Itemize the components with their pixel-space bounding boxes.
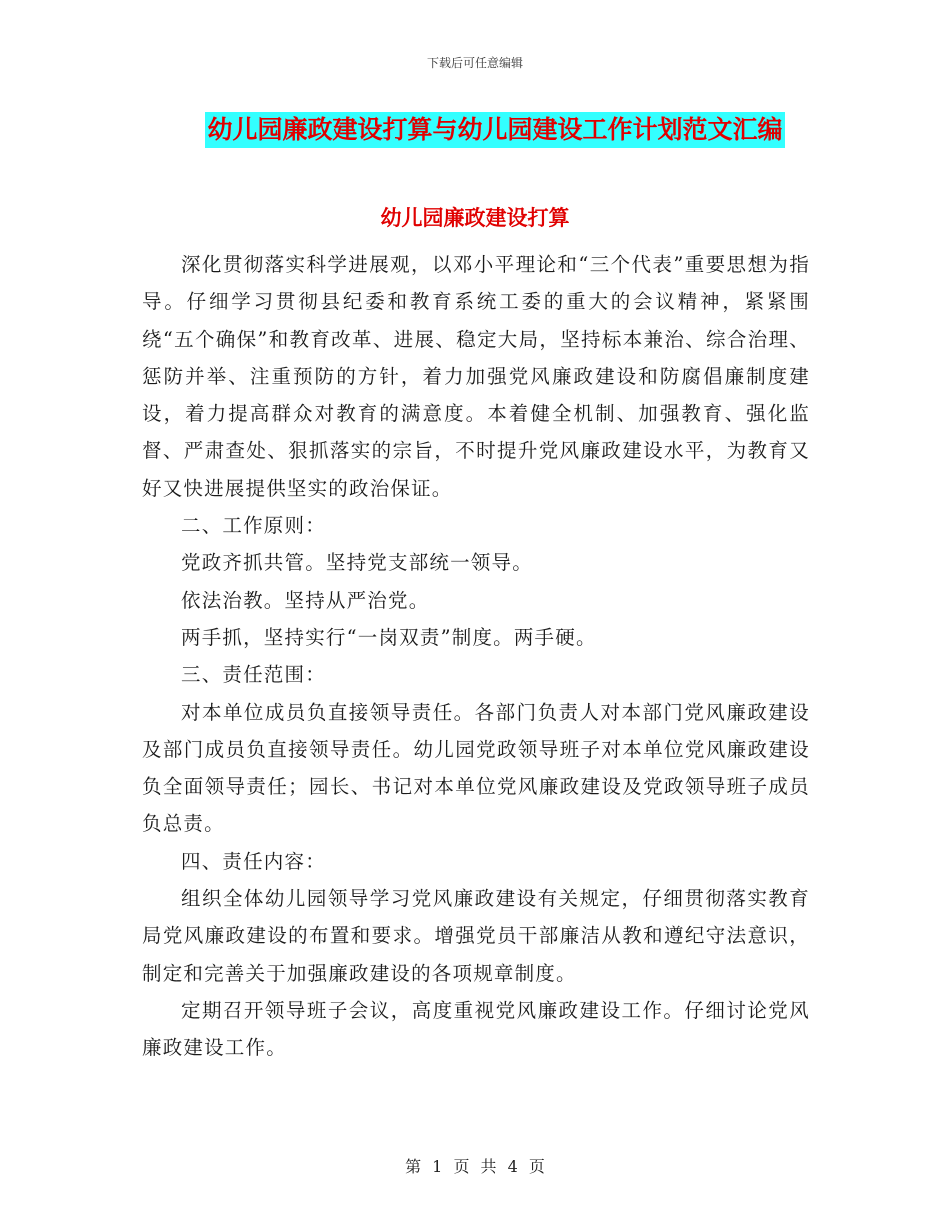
- heading-responsibility-content: 四、责任内容：: [181, 849, 326, 873]
- paragraph-responsibility-content-2: 定期召开领导班子会议，高度重视党风廉政建设工作。仔细讨论党风廉政建设工作。: [142, 998, 810, 1060]
- main-title-container: [0, 112, 950, 148]
- heading-responsibility-scope: 三、责任范围：: [181, 663, 326, 687]
- document-body: [142, 246, 810, 1067]
- paragraph-intro: 深化贯彻落实科学进展观，以邓小平理论和“三个代表”重要思想为指导。仔细学习贯彻县纪委和教育系统工委的重大的会议精神，紧紧围绕“五个确保”和教育改革、进展、稳定大局，坚持标本兼治、综合治理、惩防并举、注重预防的方针，着力加强党风廉政建设和防腐倡廉制度建设，着力提高群众对教育的满意度。本着健全机制、加强教育、强化监督、严肃查处、狠抓落实的宗旨，不时提升党风廉政建设水平，为教育又好又快进展提供坚实的政治保证。: [142, 253, 810, 500]
- paragraph-responsibility-content-1: 组织全体幼儿园领导学习党风廉政建设有关规定，仔细贯彻落实教育局党风廉政建设的布置和要求。增强党员干部廉洁从教和遵纪守法意识，制定和完善关于加强廉政建设的各项规章制度。: [142, 887, 810, 985]
- paragraph-responsibility-scope: 对本单位成员负直接领导责任。各部门负责人对本部门党风廉政建设及部门成员负直接领导责任。幼儿园党政领导班子对本单位党风廉政建设负全面领导责任；园长、书记对本单位党风廉政建设及党政领导班子成员负总责。: [142, 700, 810, 836]
- paragraph-principle-3: 两手抓，坚持实行“一岗双责”制度。两手硬。: [181, 625, 597, 649]
- page-number: 第 1 页 共 4 页: [405, 1157, 545, 1176]
- document-title: 幼儿园廉政建设打算与幼儿园建设工作计划范文汇编: [205, 112, 784, 148]
- heading-work-principles: 二、工作原则：: [181, 514, 326, 538]
- section-title: 幼儿园廉政建设打算: [380, 205, 570, 230]
- paragraph-principle-2: 依法治教。坚持从严治党。: [181, 588, 430, 612]
- paragraph-principle-1: 党政齐抓共管。坚持党支部统一领导。: [181, 551, 533, 575]
- page-header-note: 下载后可任意编辑: [426, 56, 523, 70]
